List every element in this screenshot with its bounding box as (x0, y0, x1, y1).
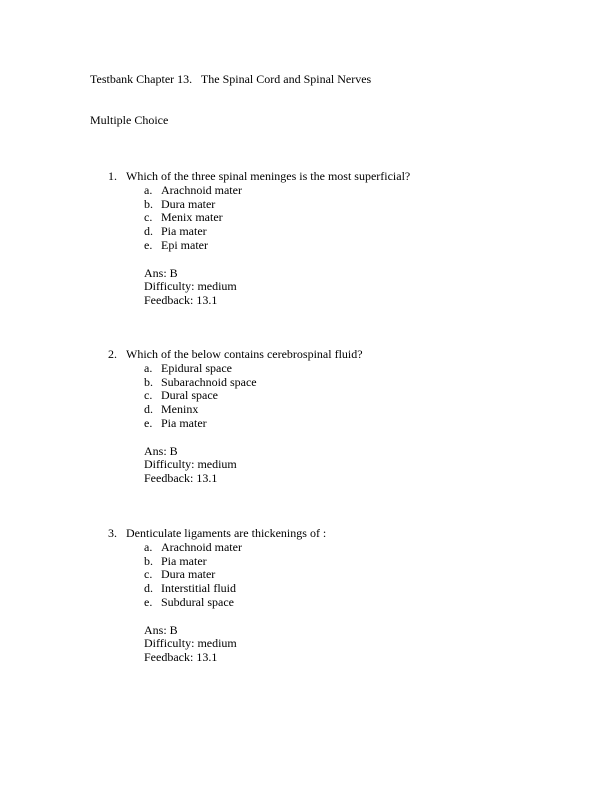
option-text: Pia mater (161, 224, 207, 239)
option-letter: b. (144, 553, 153, 568)
question-number: 1. (108, 169, 117, 183)
option-item (144, 568, 568, 582)
option-text: Pia mater (161, 415, 207, 430)
answer-key: Ans: B (144, 622, 178, 637)
answer-key: Ans: B (144, 265, 178, 280)
option-letter: b. (144, 374, 153, 389)
question-item (108, 527, 568, 665)
question-text: Denticulate ligaments are thickenings of : (126, 526, 327, 540)
difficulty-level: Difficulty: medium (144, 279, 237, 294)
option-text: Meninx (161, 402, 199, 417)
option-text: Arachnoid mater (161, 182, 242, 197)
option-text: Pia mater (161, 553, 207, 568)
option-letter: e. (144, 415, 153, 430)
option-item (144, 541, 568, 555)
feedback-reference: Feedback: 13.1 (144, 293, 218, 308)
option-text: Interstitial fluid (161, 581, 236, 596)
difficulty-level: Difficulty: medium (144, 457, 237, 472)
option-item (144, 184, 568, 198)
difficulty-level: Difficulty: medium (144, 636, 237, 651)
option-list (108, 362, 568, 431)
option-item (144, 403, 568, 417)
option-letter: b. (144, 196, 153, 211)
option-item (144, 362, 568, 376)
question-text: Which of the below contains cerebrospinal fluid? (126, 347, 363, 361)
option-text: Dura mater (161, 567, 216, 582)
option-letter: c. (144, 567, 153, 582)
option-list (108, 541, 568, 610)
option-item (144, 376, 568, 390)
option-letter: a. (144, 182, 153, 197)
question-number: 2. (108, 347, 117, 361)
option-text: Subarachnoid space (161, 374, 257, 389)
option-item (144, 417, 568, 431)
feedback-reference: Feedback: 13.1 (144, 471, 218, 486)
feedback-reference: Feedback: 13.1 (144, 650, 218, 665)
option-text: Arachnoid mater (161, 539, 242, 554)
option-item (144, 596, 568, 610)
option-letter: d. (144, 224, 153, 239)
option-item (144, 225, 568, 239)
question-stem (108, 170, 568, 184)
option-letter: c. (144, 388, 153, 403)
option-letter: d. (144, 581, 153, 596)
option-text: Dura mater (161, 196, 216, 211)
option-item (144, 555, 568, 569)
option-letter: a. (144, 539, 153, 554)
option-text: Epi mater (161, 237, 208, 252)
option-letter: d. (144, 402, 153, 417)
answer-block (108, 267, 568, 308)
option-letter: e. (144, 237, 153, 252)
option-item (144, 211, 568, 225)
option-letter: a. (144, 360, 153, 375)
question-stem (108, 527, 568, 541)
document-title: Testbank Chapter 13. The Spinal Cord and Spinal Nerves (90, 72, 372, 86)
option-item (144, 198, 568, 212)
option-item (144, 239, 568, 253)
option-text: Menix mater (161, 210, 223, 225)
option-letter: e. (144, 594, 153, 609)
answer-block (108, 445, 568, 486)
option-letter: c. (144, 210, 153, 225)
option-list (108, 184, 568, 253)
question-item (108, 348, 568, 486)
answer-block (108, 624, 568, 665)
section-heading: Multiple Choice (90, 113, 169, 127)
question-item (108, 170, 568, 308)
question-text: Which of the three spinal meninges is the most superficial? (126, 169, 411, 183)
answer-key: Ans: B (144, 443, 178, 458)
question-number: 3. (108, 526, 117, 540)
option-item (144, 582, 568, 596)
option-item (144, 389, 568, 403)
option-text: Subdural space (161, 594, 234, 609)
question-stem (108, 348, 568, 362)
option-text: Dural space (161, 388, 218, 403)
option-text: Epidural space (161, 360, 232, 375)
